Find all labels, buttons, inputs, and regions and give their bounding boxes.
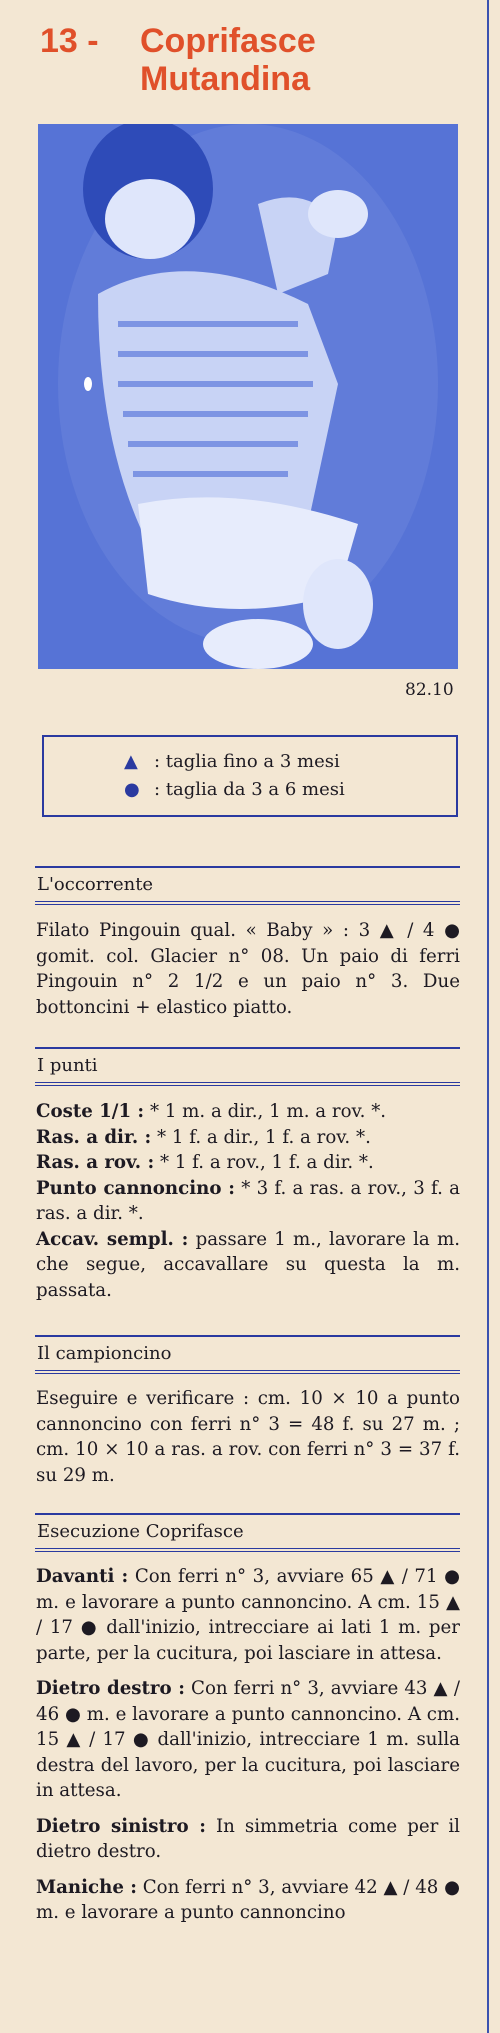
- section-body-esecuzione: [36, 1564, 460, 1936]
- legend-row-triangle: [124, 751, 340, 772]
- section-heading-occorrente: L'occorrente: [35, 866, 460, 905]
- section-heading-esecuzione: Esecuzione Coprifasce: [35, 1513, 460, 1552]
- esecuzione-item: Dietro sinistro : In simmetria come per il dietro destro.: [36, 1815, 460, 1862]
- esecuzione-item: Davanti : Con ferri n° 3, avviare 65 ▲ / 71 ● m. e lavorare a punto cannoncino. A cm. 15 ▲ / 17 ● dall'inizio, intrecciare ai lati 1 m. per parte, per la cucitura, poi lasciare in attesa.: [36, 1566, 460, 1664]
- occorrente-text: Filato Pingouin qual. « Baby » : 3 ▲ / 4 ● gomit. col. Glacier n° 08. Un paio di ferri Pingouin n° 2 1/2 e un paio n° 3. Due bottoncini + elastico piatto.: [36, 920, 460, 1018]
- legend-dot-text: : taglia da 3 a 6 mesi: [154, 779, 345, 800]
- punti-item: Ras. a dir. : * 1 f. a dir., 1 f. a rov. *.: [36, 1126, 371, 1148]
- punti-item: Coste 1/1 : * 1 m. a dir., 1 m. a rov. *.: [36, 1101, 387, 1122]
- title-line-1: Coprifasce: [140, 22, 316, 60]
- campioncino-text: Eseguire e verificare : cm. 10 × 10 a punto cannoncino con ferri n° 3 = 48 f. su 27 m. ; cm. 10 × 10 a ras. a rov. con ferri n° 3 = 37 f. su 29 m.: [36, 1388, 460, 1486]
- baby-photo: [38, 124, 458, 669]
- section-body-occorrente: [36, 918, 460, 1030]
- dot-icon: ●: [124, 779, 140, 800]
- punti-item: Accav. sempl. : passare 1 m., lavorare la m. che segue, accavallare su questa la m. passata.: [36, 1228, 460, 1301]
- esecuzione-item: Maniche : Con ferri n° 3, avviare 42 ▲ / 48 ● m. e lavorare a punto cannoncino: [36, 1876, 461, 1923]
- size-legend: [42, 735, 458, 817]
- section-heading-punti: I punti: [35, 1047, 460, 1086]
- page-title: [40, 22, 316, 98]
- triangle-icon: ▲: [124, 751, 138, 772]
- section-body-campioncino: [36, 1386, 460, 1498]
- title-line-2: Mutandina: [140, 60, 310, 98]
- pattern-number: 13 -: [40, 22, 99, 60]
- photo-code: 82.10: [405, 680, 454, 700]
- legend-triangle-text: : taglia fino a 3 mesi: [154, 751, 340, 772]
- section-heading-campioncino: Il campioncino: [35, 1335, 460, 1374]
- page-border-line: [487, 0, 489, 2033]
- baby-illustration: [38, 124, 458, 669]
- legend-row-dot: [124, 779, 345, 800]
- esecuzione-item: Dietro destro : Con ferri n° 3, avviare 43 ▲ / 46 ● m. e lavorare a punto cannoncino. A cm. 15 ▲ / 17 ● dall'inizio, intrecciare 1 m. sulla destra del lavoro, per la cucitura, poi lasciare in attesa.: [36, 1678, 460, 1801]
- punti-item: Ras. a rov. : * 1 f. a rov., 1 f. a dir. *.: [36, 1152, 374, 1173]
- section-body-punti: [36, 1099, 460, 1303]
- punti-item: Punto cannoncino : * 3 f. a ras. a rov., 3 f. a ras. a dir. *.: [36, 1177, 460, 1224]
